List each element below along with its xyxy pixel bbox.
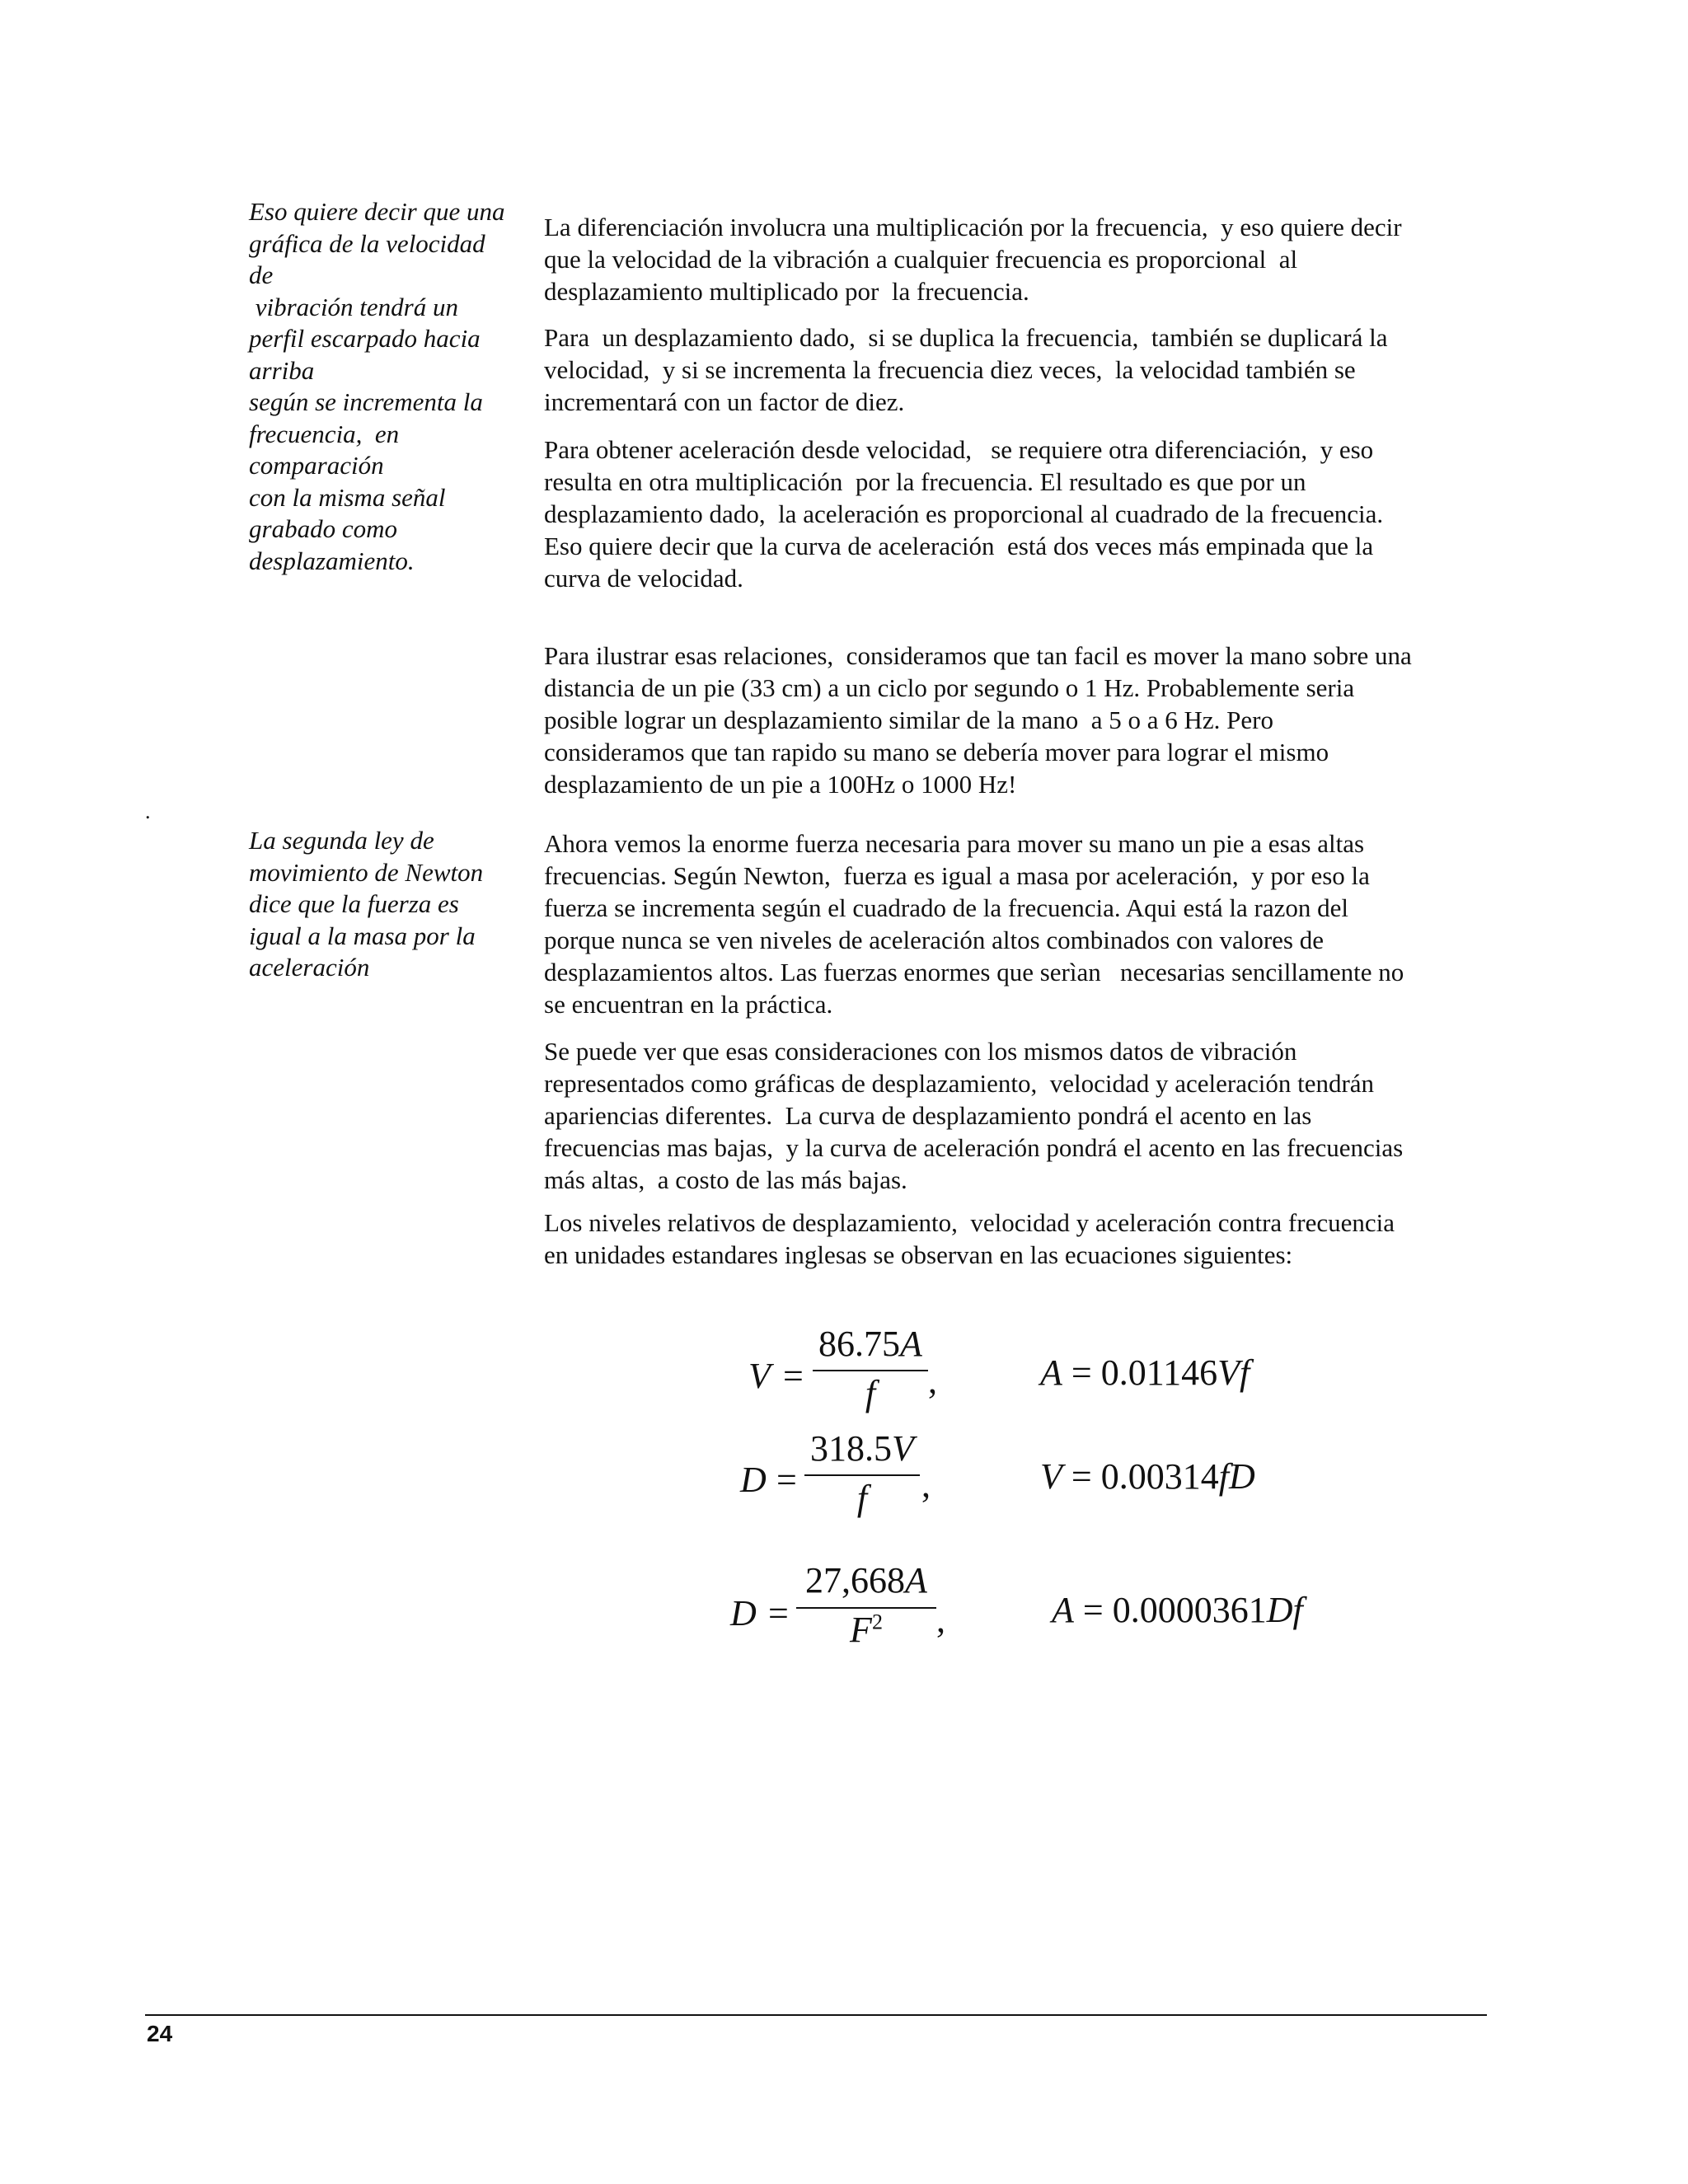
equation-acceleration [1040, 1352, 1250, 1394]
eq-coefficient: 0.01146 [1100, 1352, 1218, 1393]
paragraph-line: Se puede ver que esas consideraciones con los mismos datos de vibración [544, 1037, 1297, 1066]
eq-exponent: 2 [871, 1610, 883, 1634]
paragraph-line: resulta en otra multiplicación por la frecuencia. El resultado es que por un [544, 467, 1306, 496]
paragraph-line: La diferenciación involucra una multiplicación por la frecuencia, y eso quiere decir [544, 213, 1402, 241]
paragraph-line: Para ilustrar esas relaciones, consideramos que tan facil es mover la mano sobre una [544, 641, 1412, 670]
eq-variables: Df [1266, 1590, 1303, 1630]
footer-rule [145, 2014, 1487, 2016]
paragraph-line: desplazamiento multiplicado por la frecuencia. [544, 277, 1029, 306]
paragraph-line: frecuencias mas bajas, y la curva de aceleración pondrá el acento en las frecuencias [544, 1133, 1404, 1162]
page-number: 24 [147, 2021, 173, 2046]
eq-denominator: f [856, 1478, 868, 1518]
sidenote-line: de [249, 260, 274, 289]
paragraph-line: frecuencias. Según Newton, fuerza es igual a masa por aceleración, y por eso la [544, 861, 1370, 890]
sidenote-line: grabado como [249, 514, 397, 543]
paragraph-line: consideramos que tan rapido su mano se debería mover para lograr el mismo [544, 738, 1329, 766]
equals-sign: = [1071, 1456, 1092, 1497]
paragraph-line: Ahora vemos la enorme fuerza necesaria para mover su mano un pie a esas altas [544, 829, 1365, 858]
fraction-bar [804, 1474, 920, 1476]
paragraph [544, 1207, 1484, 1271]
paragraph-line: distancia de un pie (33 cm) a un ciclo por segundo o 1 Hz. Probablemente seria [544, 673, 1355, 702]
eq-comma: , [936, 1600, 945, 1640]
eq-variable: D [730, 1593, 757, 1633]
sidenote-line: desplazamiento. [249, 546, 415, 575]
equals-sign: = [768, 1593, 789, 1633]
paragraph-line: en unidades estandares inglesas se observan en las ecuaciones siguientes: [544, 1240, 1293, 1269]
sidenote-newton [249, 825, 529, 984]
paragraph-line: incrementará con un factor de diez. [544, 387, 905, 416]
sidenote-line: Eso quiere decir que una [249, 197, 505, 226]
sidenote-velocity [249, 196, 529, 577]
paragraph-line: se encuentran en la práctica. [544, 990, 833, 1019]
paragraph-line: apariencias diferentes. La curva de desplazamiento pondrá el acento en las [544, 1101, 1312, 1130]
paragraph-line: posible lograr un desplazamiento similar de la mano a 5 o a 6 Hz. Pero [544, 705, 1273, 734]
paragraph-line: curva de velocidad. [544, 564, 743, 593]
sidenote-line: dice que la fuerza es [249, 889, 459, 918]
eq-denominator: f [865, 1373, 876, 1413]
stray-mark: . [145, 799, 151, 823]
eq-numerator-var: V [892, 1428, 914, 1469]
eq-variable: V [748, 1356, 771, 1396]
eq-comma: , [921, 1465, 931, 1505]
sidenote-line: arriba [249, 355, 315, 385]
sidenote-line: con la misma señal [249, 482, 446, 512]
eq-denominator: F [850, 1610, 872, 1650]
sidenote-line: según se incrementa la [249, 387, 483, 416]
equals-sign: = [1071, 1352, 1092, 1393]
eq-variables: Vf [1217, 1352, 1250, 1393]
sidenote-line: La segunda ley de [249, 826, 434, 855]
equation-velocity-displacement [1040, 1455, 1255, 1497]
sidenote-line: vibración tendrá un [249, 292, 458, 321]
paragraph [544, 827, 1484, 1020]
eq-variable: V [1040, 1456, 1062, 1497]
sidenote-line: comparación [249, 451, 384, 480]
eq-coefficient: 0.00314 [1100, 1456, 1219, 1497]
paragraph-line: desplazamientos altos. Las fuerzas enormes que serìan necesarias sencillamente no [544, 958, 1404, 987]
paragraph-line: Para obtener aceleración desde velocidad, se requiere otra diferenciación, y eso [544, 435, 1374, 464]
eq-variables: fD [1218, 1456, 1255, 1497]
paragraph-line: que la velocidad de la vibración a cualquier frecuencia es proporcional al [544, 245, 1298, 274]
sidenote-line: igual a la masa por la [249, 921, 476, 950]
paragraph-line: velocidad, y si se incrementa la frecuencia diez veces, la velocidad también se [544, 355, 1356, 384]
paragraph-line: desplazamiento de un pie a 100Hz o 1000 Hz! [544, 770, 1017, 799]
eq-numerator-var: A [905, 1560, 927, 1601]
paragraph [544, 640, 1484, 800]
paragraph [544, 434, 1484, 594]
sidenote-line: aceleración [249, 953, 370, 982]
fraction-bar [813, 1370, 928, 1371]
paragraph-line: Los niveles relativos de desplazamiento, velocidad y aceleración contra frecuencia [544, 1208, 1395, 1237]
paragraph [544, 321, 1484, 418]
paragraph-line: más altas, a costo de las más bajas. [544, 1165, 907, 1194]
paragraph-line: Eso quiere decir que la curva de aceleración está dos veces más empinada que la [544, 532, 1374, 560]
sidenote-line: gráfica de la velocidad [249, 228, 485, 258]
eq-coefficient: 0.0000361 [1112, 1590, 1267, 1630]
paragraph-line: representados como gráficas de desplazamiento, velocidad y aceleración tendrán [544, 1069, 1375, 1098]
equals-sign: = [1082, 1590, 1104, 1630]
sidenote-line: perfil escarpado hacia [249, 324, 481, 353]
sidenote-line: frecuencia, en [249, 419, 400, 448]
equals-sign: = [783, 1356, 804, 1396]
paragraph-line: porque nunca se ven niveles de aceleración altos combinados con valores de [544, 926, 1324, 954]
paragraph-line: desplazamiento dado, la aceleración es proporcional al cuadrado de la frecuencia. [544, 499, 1384, 528]
eq-numerator-value: 27,668 [805, 1560, 906, 1601]
eq-variable: D [740, 1460, 767, 1500]
eq-numerator-var: A [900, 1324, 922, 1364]
equation-acceleration-displacement [1052, 1589, 1303, 1631]
equals-sign: = [776, 1460, 797, 1500]
eq-numerator-value: 318.5 [810, 1428, 893, 1469]
eq-numerator-value: 86.75 [818, 1324, 901, 1364]
eq-variable: A [1040, 1352, 1062, 1393]
paragraph [544, 1035, 1484, 1196]
eq-comma: , [928, 1361, 937, 1401]
eq-variable: A [1052, 1590, 1074, 1630]
paragraph-line: Para un desplazamiento dado, si se duplica la frecuencia, también se duplicará la [544, 323, 1388, 352]
paragraph [544, 211, 1484, 307]
paragraph-line: fuerza se incrementa según el cuadrado de la frecuencia. Aqui está la razon del [544, 893, 1349, 922]
sidenote-line: movimiento de Newton [249, 857, 484, 887]
